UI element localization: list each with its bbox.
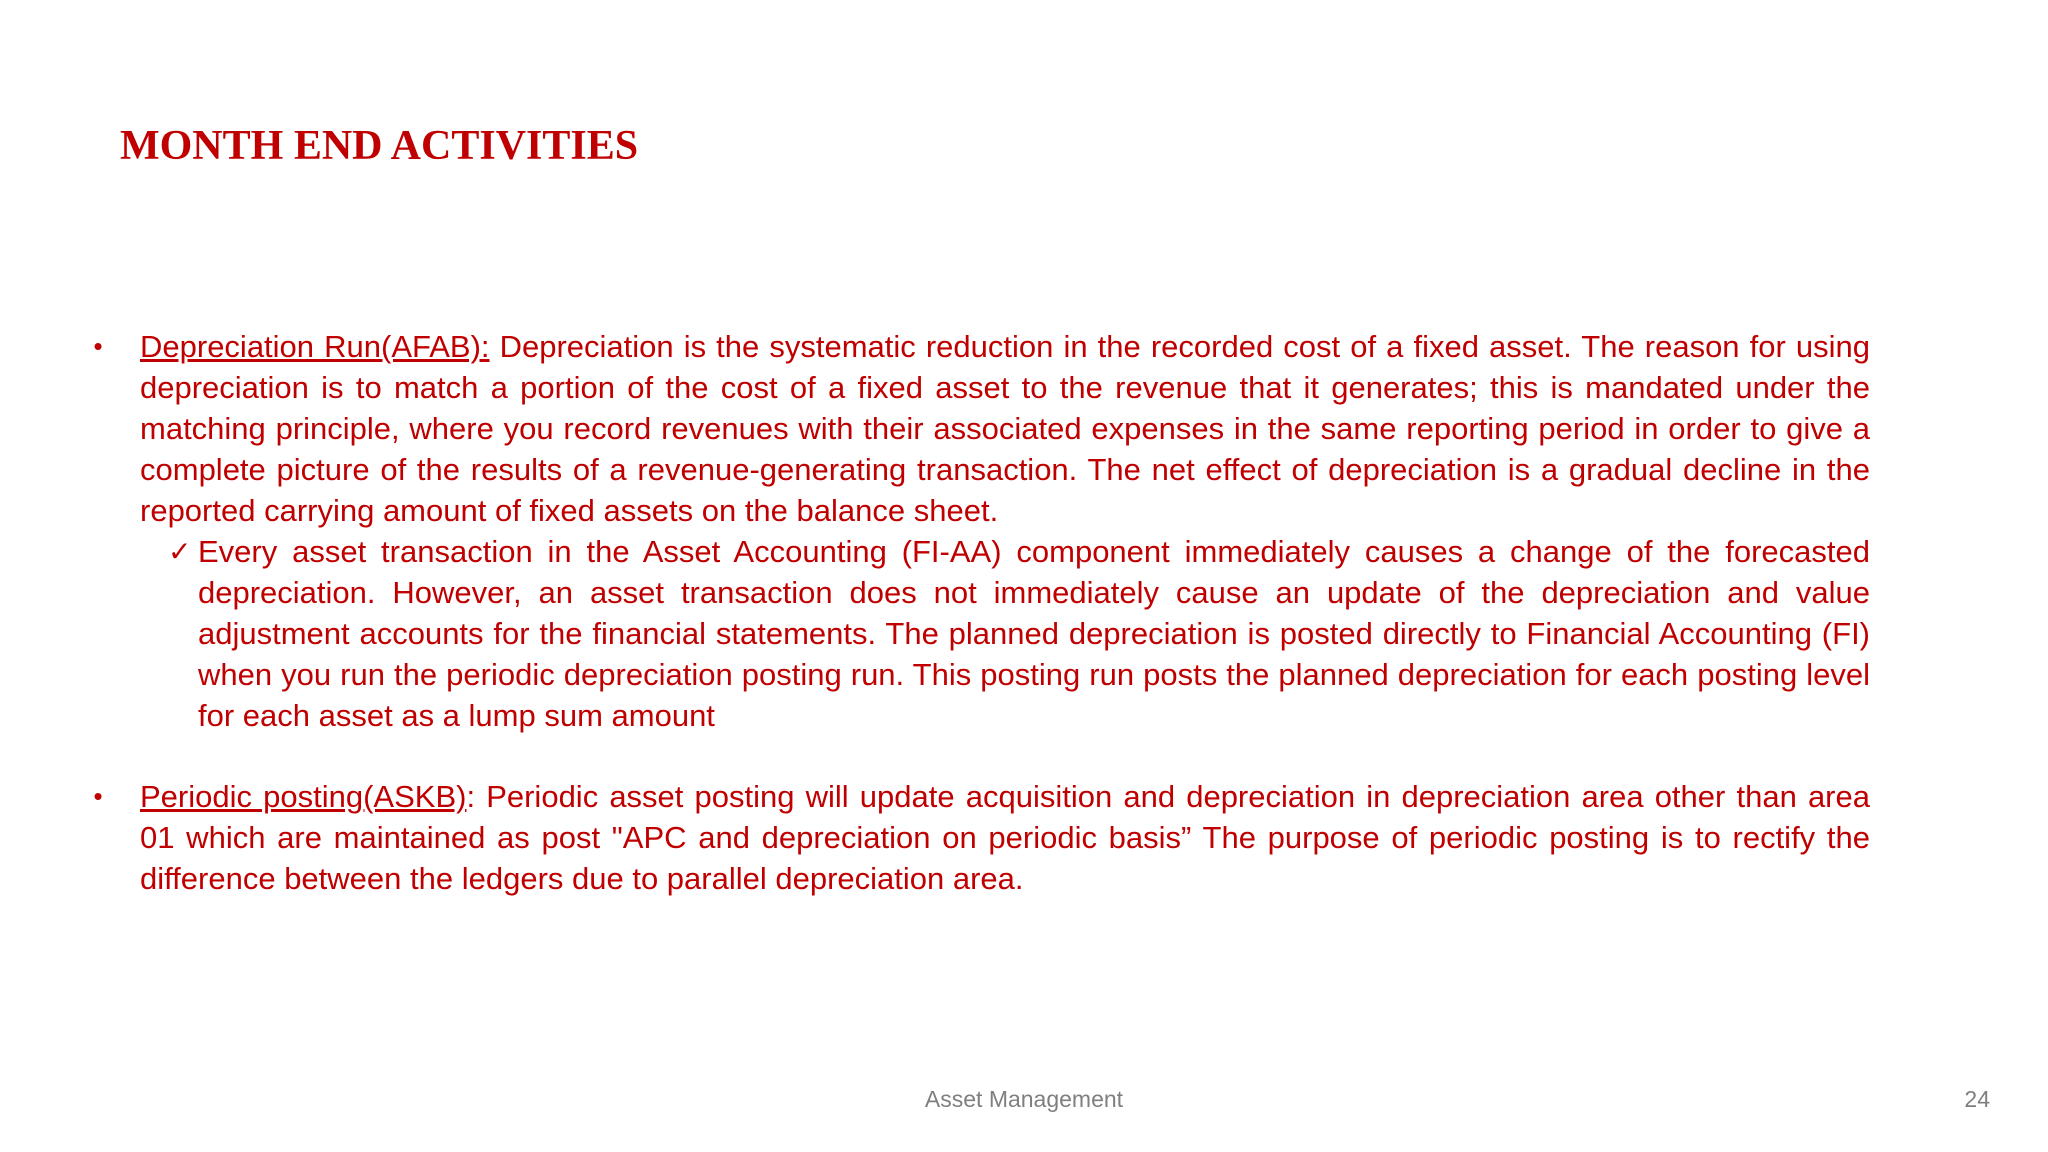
slide-content [88, 326, 1870, 899]
sub-bullet-asset-transaction [168, 531, 1870, 736]
sub-bullet-text: Every asset transaction in the Asset Accounting (FI-AA) component immediately causes a change of the forecasted depreciation. However, an asset transaction does not immediately cause an update of the depreciation and value adjustment accounts for the financial statements. The planned depreciation is posted directly to Financial Accounting (FI) when you run the periodic depreciation posting run. This posting run posts the planned depreciation for each posting level for each asset as a lump sum amount [198, 534, 1870, 733]
checkmark-icon: ✓ [168, 535, 192, 568]
bullet-marker: • [93, 331, 103, 361]
bullet-periodic-posting [88, 776, 1870, 899]
footer-title: Asset Management [924, 1086, 1124, 1112]
bullet-term: Depreciation Run(AFAB): [140, 329, 490, 364]
spacer [88, 736, 1870, 776]
bullet-text: : Periodic asset posting will update acquisition and depreciation in depreciation area other than area 01 which are maintained as post "APC and depreciation on periodic basis” The purpose of periodic posting is to rectify the difference between the ledgers due to parallel depreciation area. [140, 779, 1870, 896]
slide-title: MONTH END ACTIVITIES [120, 123, 639, 169]
bullet-term: Periodic posting(ASKB) [140, 779, 467, 814]
bullet-text: Depreciation is the systematic reduction in the recorded cost of a fixed asset. The reason for using depreciation is to match a portion of the cost of a fixed asset to the revenue that it generates; this is mandated under the matching principle, where you record revenues with their associated expenses in the same reporting period in order to give a complete picture of the results of a revenue-generating transaction. The net effect of depreciation is a gradual decline in the reported carrying amount of fixed assets on the balance sheet. [140, 329, 1870, 528]
bullet-depreciation-run [88, 326, 1870, 531]
bullet-marker: • [93, 781, 103, 811]
page-number: 24 [1964, 1086, 1990, 1112]
